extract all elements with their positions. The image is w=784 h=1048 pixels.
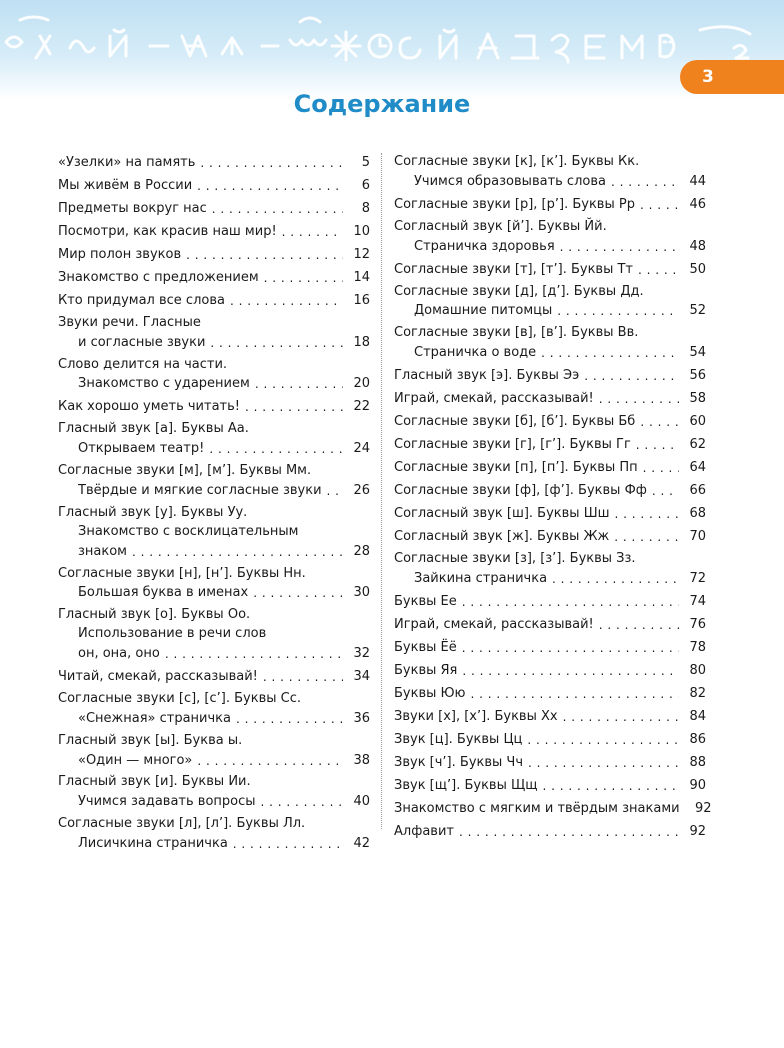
toc-entry-text: Звуки [х], [х’]. Буквы Хх xyxy=(394,708,558,724)
toc-entry-text: Предметы вокруг нас xyxy=(58,200,207,216)
toc-entry-text: Алфавит xyxy=(394,823,454,839)
toc-page-number: 10 xyxy=(353,223,370,239)
toc-entry xyxy=(58,268,370,288)
toc-entry-text: Зайкина страничка xyxy=(414,570,548,586)
dot-leader xyxy=(652,482,679,495)
toc-entry-text: Согласные звуки [ф], [ф’]. Буквы Фф xyxy=(394,483,647,499)
toc-entry-line xyxy=(394,481,706,501)
toc-entry-text: Согласные звуки [н], [н’]. Буквы Нн. xyxy=(58,565,306,581)
toc-page-number: 54 xyxy=(689,345,706,361)
toc-entry-text: Кто придумал все слова xyxy=(58,292,225,308)
toc-page-number: 5 xyxy=(361,155,370,170)
dot-leader xyxy=(611,173,679,186)
toc-entry-text: знаком xyxy=(78,543,127,559)
dot-leader xyxy=(563,708,679,721)
toc-entry xyxy=(394,366,706,386)
toc-page-number: 14 xyxy=(353,269,370,285)
toc-entry-line xyxy=(58,268,370,288)
toc-entry-text: Гласный звук [о]. Буквы Оо. xyxy=(58,607,251,623)
toc-entry-line xyxy=(58,792,370,812)
toc-page-number: 42 xyxy=(353,836,370,852)
toc-entry-line xyxy=(394,569,706,589)
toc-entry xyxy=(58,667,370,687)
toc-page-number: 28 xyxy=(353,543,370,559)
toc-page-number: 92 xyxy=(689,823,706,839)
toc-entry xyxy=(58,199,370,219)
toc-entry-text: Учимся задавать вопросы xyxy=(78,794,256,810)
toc-entry-text: Звук [ч’]. Буквы Чч xyxy=(394,754,524,770)
toc-entry-line xyxy=(58,625,370,644)
toc-page-number: 26 xyxy=(353,483,370,499)
toc-entry-line xyxy=(394,707,706,727)
toc-entry xyxy=(394,260,706,280)
toc-entry xyxy=(394,389,706,409)
dot-leader xyxy=(230,292,343,305)
toc-entry-line xyxy=(394,615,706,635)
toc-entry-text: Гласный звук [а]. Буквы Аа. xyxy=(58,421,249,437)
toc-page-number: 90 xyxy=(689,777,706,793)
toc-entry-text: Звуки речи. Гласные xyxy=(58,314,201,330)
toc-entry xyxy=(394,435,706,455)
toc-entry-line xyxy=(58,356,370,375)
toc-page-number: 56 xyxy=(689,368,706,384)
dot-leader xyxy=(197,177,343,190)
toc-page-number: 44 xyxy=(689,173,706,189)
toc-entry xyxy=(394,458,706,478)
toc-page-number: 74 xyxy=(689,593,706,609)
toc-page-number: 62 xyxy=(689,437,706,453)
dot-leader xyxy=(200,154,343,167)
dot-leader xyxy=(462,639,679,652)
dot-leader xyxy=(636,436,679,449)
toc-entry-text: Согласный звук [ш]. Буквы Шш xyxy=(394,506,610,521)
toc-page-number: 38 xyxy=(353,752,370,768)
toc-entry-line xyxy=(394,684,706,704)
toc-entry xyxy=(58,504,370,561)
toc-entry-line xyxy=(58,583,370,603)
toc-entry-line xyxy=(58,245,370,265)
page-number-tab xyxy=(680,60,784,94)
dot-leader xyxy=(210,334,343,347)
toc-entry-text: Как хорошо уметь читать! xyxy=(58,399,240,415)
toc-entry-line xyxy=(394,172,706,192)
toc-entry-text: Согласные звуки [р], [р’]. Буквы Рр xyxy=(394,196,635,212)
toc-entry xyxy=(394,481,706,501)
toc-page-number: 86 xyxy=(689,731,706,747)
dot-leader xyxy=(527,731,679,744)
dot-leader xyxy=(643,459,679,472)
toc-entry-line xyxy=(394,366,706,386)
toc-entry-line xyxy=(394,389,706,409)
toc-entry-line xyxy=(394,753,706,773)
toc-entry-line xyxy=(394,435,706,455)
toc-entry-text: Лисичкина страничка xyxy=(78,836,228,852)
dot-leader xyxy=(557,302,679,315)
toc-page-number: 72 xyxy=(689,570,706,586)
dot-leader xyxy=(615,505,679,518)
dot-leader xyxy=(584,367,679,380)
toc-column-left xyxy=(58,153,370,857)
dot-leader xyxy=(253,584,343,597)
toc-entry xyxy=(394,730,706,750)
dot-leader xyxy=(471,685,680,698)
toc-entry-line xyxy=(58,153,370,173)
toc-entry-line xyxy=(394,527,706,547)
toc-entry-text: Играй, смекай, рассказывай! xyxy=(394,616,594,632)
toc-entry-line xyxy=(58,374,370,394)
toc-entry xyxy=(394,153,706,192)
toc-entry-text: Звук [ц]. Буквы Цц xyxy=(394,731,523,747)
toc-entry-text: Согласные звуки [т], [т’]. Буквы Тт xyxy=(394,261,634,277)
toc-entry xyxy=(58,606,370,663)
toc-entry-text: он, она, оно xyxy=(78,645,160,661)
toc-page-number: 6 xyxy=(361,177,370,193)
toc-entry-text: Знакомство с мягким и твёрдым знаками xyxy=(394,800,680,816)
dot-leader xyxy=(614,528,679,541)
toc-entry-line xyxy=(394,504,706,524)
toc-entry xyxy=(58,397,370,417)
toc-entry-text: Буквы Ёё xyxy=(394,639,457,655)
toc-entry-text: Согласные звуки [к], [к’]. Буквы Кк. xyxy=(394,154,640,169)
toc-entry-line xyxy=(394,412,706,432)
dot-leader xyxy=(462,662,679,675)
toc-entry-line xyxy=(58,420,370,439)
toc-page-number: 36 xyxy=(353,710,370,726)
toc-entry xyxy=(394,592,706,612)
toc-page-number: 18 xyxy=(353,334,370,350)
dot-leader xyxy=(541,344,679,357)
toc-page-number: 70 xyxy=(689,528,706,544)
dot-leader xyxy=(165,645,343,658)
header-decoration xyxy=(0,0,784,100)
toc-entry-line xyxy=(58,439,370,459)
toc-entry xyxy=(394,638,706,658)
toc-entry-text: «Снежная» страничка xyxy=(78,710,231,726)
toc-entry xyxy=(394,550,706,589)
toc-entry-line xyxy=(58,732,370,751)
toc-page-number: 16 xyxy=(353,292,370,308)
toc-entry xyxy=(394,283,706,322)
toc-page-number: 82 xyxy=(689,685,706,701)
dot-leader xyxy=(640,196,679,209)
dot-leader xyxy=(599,616,679,629)
dot-leader xyxy=(560,238,679,251)
toc-entry-text: Согласные звуки [з], [з’]. Буквы Зз. xyxy=(394,550,636,566)
toc-entry xyxy=(394,822,706,842)
toc-entry xyxy=(394,615,706,635)
page-title: Содержание xyxy=(293,90,471,118)
toc-entry-text: Знакомство с предложением xyxy=(58,269,259,285)
toc-entry-line xyxy=(58,222,370,242)
toc-entry-line xyxy=(58,834,370,854)
toc-page-number: 88 xyxy=(689,754,706,770)
toc-entry-text: Гласный звук [ы]. Буква ы. xyxy=(58,732,243,748)
dot-leader xyxy=(462,593,679,606)
toc-page-number: 52 xyxy=(689,303,706,319)
toc-page-number: 78 xyxy=(689,639,706,655)
toc-entry xyxy=(394,661,706,681)
toc-entry xyxy=(394,707,706,727)
toc-entry-line xyxy=(394,776,706,796)
toc-entry-text: Согласные звуки [г], [г’]. Буквы Гг xyxy=(394,437,631,453)
toc-page-number: 8 xyxy=(361,200,370,216)
toc-entry-text: Твёрдые и мягкие согласные звуки xyxy=(78,483,322,499)
toc-entry xyxy=(58,314,370,353)
toc-page-number: 32 xyxy=(353,645,370,661)
toc-entry-line xyxy=(58,176,370,196)
toc-page-number: 60 xyxy=(689,414,706,430)
toc-entry-line xyxy=(394,195,706,215)
dot-leader xyxy=(263,668,343,681)
toc-entry-text: Согласные звуки [п], [п’]. Буквы Пп xyxy=(394,460,638,476)
toc-entry xyxy=(394,504,706,524)
dot-leader xyxy=(132,543,343,556)
toc-entry xyxy=(58,356,370,395)
toc-page-number: 48 xyxy=(689,238,706,254)
toc-entry-text: Открываем театр! xyxy=(78,441,205,457)
toc-entry-text: Страничка о воде xyxy=(414,345,537,361)
toc-entry-text: Учимся образовывать слова xyxy=(414,173,606,189)
toc-entry-line xyxy=(394,822,706,842)
dot-leader xyxy=(245,398,343,411)
dot-leader xyxy=(327,482,343,495)
toc-entry xyxy=(394,324,706,363)
toc-entry-line xyxy=(58,523,370,542)
toc-entry-line xyxy=(394,153,706,172)
toc-page-number: 92 xyxy=(695,800,712,816)
dot-leader xyxy=(236,710,343,723)
toc-entry-line xyxy=(58,542,370,562)
toc-page-number: 22 xyxy=(353,399,370,415)
toc-entry xyxy=(58,462,370,501)
toc-entry-line xyxy=(58,751,370,771)
toc-entry-line xyxy=(394,799,712,819)
dot-leader xyxy=(264,269,343,282)
toc-entry-text: и согласные звуки xyxy=(78,334,206,350)
toc-entry-line xyxy=(58,314,370,333)
toc-entry-text: Читай, смекай, рассказывай! xyxy=(58,668,258,684)
toc-entry-text: Мир полон звуков xyxy=(58,246,182,262)
toc-entry-line xyxy=(58,481,370,501)
toc-entry-text: Буквы Ее xyxy=(394,593,457,609)
toc-entry-line xyxy=(58,397,370,417)
toc-entry-line xyxy=(58,199,370,219)
toc-entry-text: Согласные звуки [м], [м’]. Буквы Мм. xyxy=(58,463,312,479)
toc-entry xyxy=(58,773,370,812)
toc-entry-text: Слово делится на части. xyxy=(58,356,228,372)
toc-entry xyxy=(394,776,706,796)
toc-page-number: 76 xyxy=(689,616,706,632)
toc-page-number: 12 xyxy=(353,246,370,262)
dot-leader xyxy=(528,754,679,767)
toc-column-right xyxy=(394,153,712,845)
toc-entry-text: Согласные звуки [в], [в’]. Буквы Вв. xyxy=(394,325,639,341)
dot-leader xyxy=(197,752,343,765)
toc-entry-text: Звук [щ’]. Буквы Щщ xyxy=(394,777,538,793)
toc-entry-line xyxy=(58,773,370,792)
column-divider xyxy=(381,153,382,829)
toc-page-number: 30 xyxy=(353,585,370,601)
toc-page-number: 64 xyxy=(689,460,706,476)
toc-entry-line xyxy=(58,462,370,481)
toc-entry-line xyxy=(394,458,706,478)
toc-entry-line xyxy=(394,638,706,658)
dot-leader xyxy=(599,390,679,403)
toc-entry-line xyxy=(394,324,706,343)
toc-entry-text: Согласный звук [ж]. Буквы Жж xyxy=(394,528,610,544)
toc-entry-line xyxy=(394,301,706,321)
toc-entry-line xyxy=(394,218,706,237)
toc-entry-line xyxy=(58,504,370,523)
toc-entry xyxy=(394,218,706,257)
toc-entry-text: Знакомство с восклицательным xyxy=(78,523,299,539)
toc-entry xyxy=(58,176,370,196)
toc-page-number: 84 xyxy=(689,708,706,724)
toc-entry-text: Гласный звук [э]. Буквы Ээ xyxy=(394,368,580,384)
toc-page-number: 20 xyxy=(353,376,370,392)
toc-entry-text: Согласные звуки [с], [с’]. Буквы Сс. xyxy=(58,690,302,706)
toc-page-number: 80 xyxy=(689,662,706,678)
toc-entry-line xyxy=(58,606,370,625)
toc-page-number: 58 xyxy=(689,391,706,407)
toc-entry-line xyxy=(58,815,370,834)
toc-entry-text: Играй, смекай, рассказывай! xyxy=(394,391,594,407)
toc-entry xyxy=(58,690,370,729)
toc-entry xyxy=(58,565,370,604)
dot-leader xyxy=(212,200,343,213)
toc-entry xyxy=(394,195,706,215)
toc-entry xyxy=(58,420,370,459)
toc-entry-text: Согласный звук [й’]. Буквы Йй. xyxy=(394,218,607,234)
toc-entry-line xyxy=(394,661,706,681)
toc-page-number: 40 xyxy=(353,794,370,810)
toc-entry-line xyxy=(58,709,370,729)
toc-entry xyxy=(394,753,706,773)
toc-entry-text: Согласные звуки [д], [д’]. Буквы Дд. xyxy=(394,283,644,299)
toc-entry-line xyxy=(58,565,370,584)
toc-entry-text: Мы живём в России xyxy=(58,177,193,193)
dot-leader xyxy=(638,261,679,274)
toc-entry-text: Большая буква в именах xyxy=(78,585,249,601)
toc-entry-line xyxy=(58,690,370,709)
toc-entry xyxy=(58,153,370,173)
toc-entry-text: Домашние питомцы xyxy=(414,303,553,319)
page-number: 3 xyxy=(702,67,714,87)
toc-entry xyxy=(58,291,370,311)
toc-entry-line xyxy=(394,237,706,257)
toc-entry-text: Гласный звук [у]. Буквы Уу. xyxy=(58,505,248,520)
toc-entry-line xyxy=(394,260,706,280)
dot-leader xyxy=(282,223,343,236)
toc-entry-text: Страничка здоровья xyxy=(414,238,555,254)
toc-page-number: 66 xyxy=(689,483,706,499)
toc-entry-text: Буквы Юю xyxy=(394,685,466,701)
toc-entry-text: Гласный звук [и]. Буквы Ии. xyxy=(58,774,251,790)
toc-entry-text: «Один — много» xyxy=(78,752,193,768)
toc-entry-text: Согласные звуки [л], [л’]. Буквы Лл. xyxy=(58,816,306,832)
toc-entry-line xyxy=(394,550,706,569)
dot-leader xyxy=(552,570,679,583)
toc-entry xyxy=(58,815,370,854)
dot-leader xyxy=(186,246,343,259)
toc-entry xyxy=(394,412,706,432)
toc-entry xyxy=(58,222,370,242)
toc-entry-line xyxy=(394,592,706,612)
toc-entry-line xyxy=(394,730,706,750)
dot-leader xyxy=(459,823,679,836)
toc-entry-text: Согласные звуки [б], [б’]. Буквы Бб xyxy=(394,414,636,430)
toc-entry-line xyxy=(394,283,706,302)
dot-leader xyxy=(233,835,343,848)
toc-entry xyxy=(58,732,370,771)
toc-entry-line xyxy=(58,333,370,353)
dot-leader xyxy=(542,777,679,790)
toc-page-number: 50 xyxy=(689,261,706,277)
toc-page-number: 24 xyxy=(353,441,370,457)
toc-page-number: 68 xyxy=(689,506,706,521)
toc-entry-text: Знакомство с ударением xyxy=(78,376,250,392)
dot-leader xyxy=(209,440,343,453)
toc-entry-text: «Узелки» на память xyxy=(58,155,196,170)
dot-leader xyxy=(640,413,679,426)
toc-entry-text: Использование в речи слов xyxy=(78,626,267,642)
toc-page-number: 34 xyxy=(353,668,370,684)
toc-entry-line xyxy=(58,644,370,664)
toc-entry-text: Буквы Яя xyxy=(394,662,458,678)
toc-entry xyxy=(394,799,712,819)
dot-leader xyxy=(261,793,343,806)
toc-page-number: 46 xyxy=(689,196,706,212)
toc-entry xyxy=(394,684,706,704)
toc-entry-line xyxy=(58,291,370,311)
toc-entry xyxy=(394,527,706,547)
dot-leader xyxy=(255,375,343,388)
toc-entry xyxy=(58,245,370,265)
letters-pattern-icon xyxy=(0,0,784,100)
toc-entry-text: Посмотри, как красив наш мир! xyxy=(58,223,277,239)
toc-entry-line xyxy=(58,667,370,687)
toc-entry-line xyxy=(394,343,706,363)
